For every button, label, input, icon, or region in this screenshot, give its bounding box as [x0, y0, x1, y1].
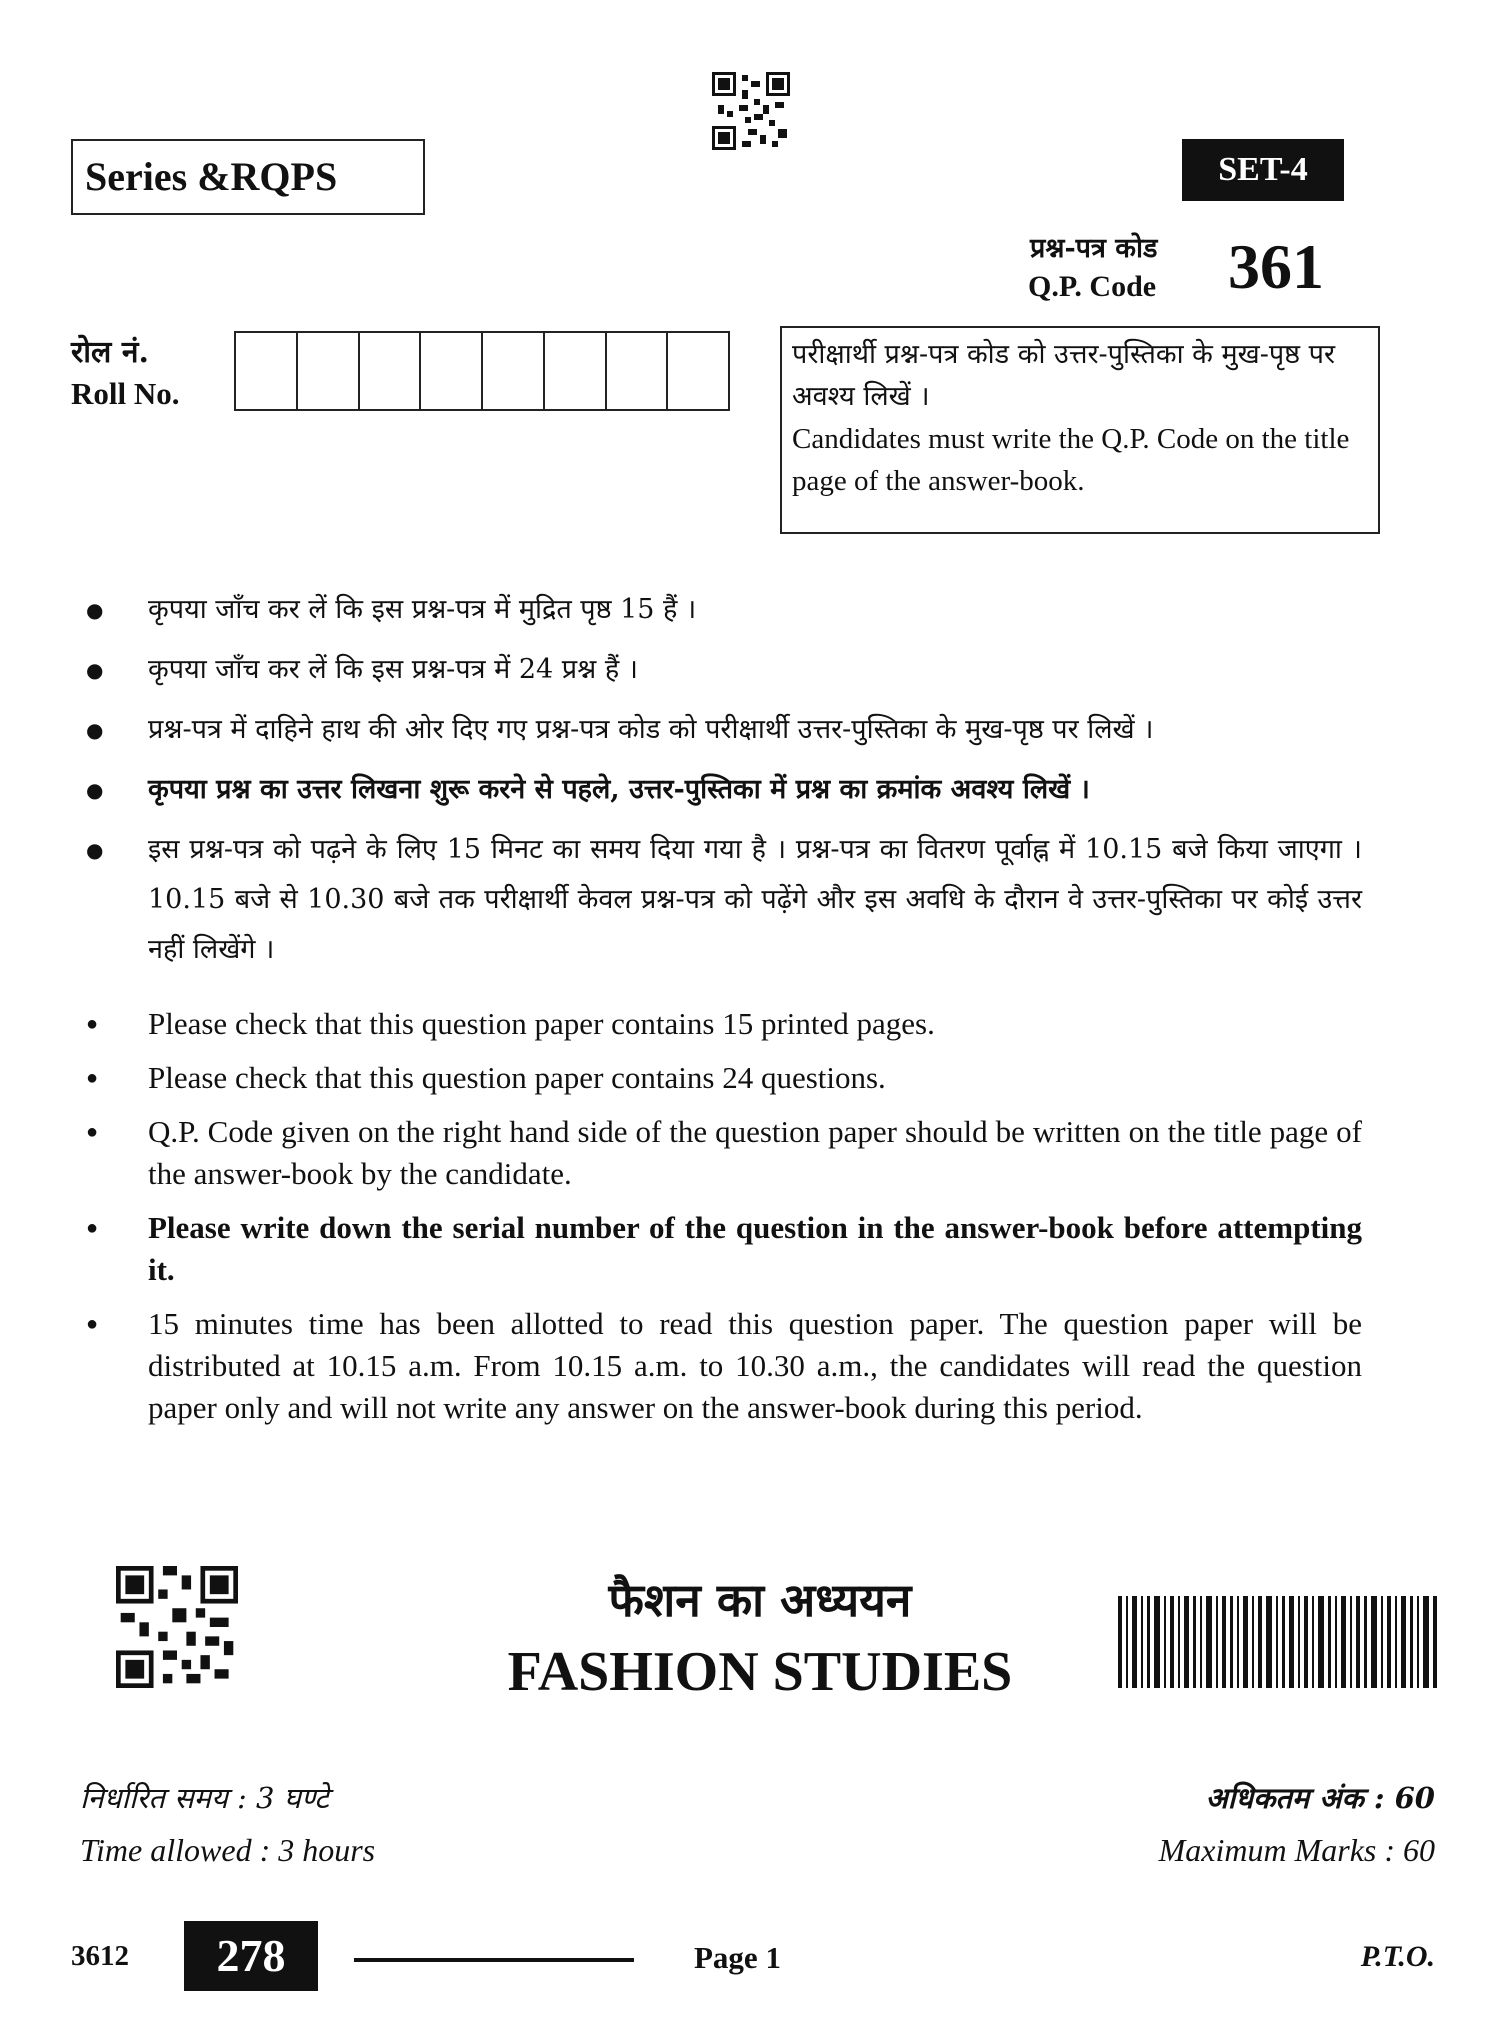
note-hindi: परीक्षार्थी प्रश्न-पत्र कोड को उत्तर-पुस्तिका के मुख-पृष्ठ पर अवश्य लिखें । — [792, 339, 1336, 412]
instructions-english — [82, 1003, 1362, 1441]
bottom-qr-code — [116, 1566, 238, 1688]
roll-no-cell[interactable] — [668, 333, 728, 409]
top-qr-code — [712, 72, 790, 150]
instruction-item: ● Please write down the serial number of the question in the answer-book before attempting it. — [82, 1207, 1362, 1291]
instruction-item: ● कृपया जाँच कर लें कि इस प्रश्न-पत्र में 24 प्रश्न हैं । — [82, 645, 1362, 695]
roll-no-label: Roll No. — [71, 376, 180, 411]
qp-code-label: Q.P. Code — [1028, 270, 1157, 303]
instruction-item: ● Please check that this question paper contains 24 questions. — [82, 1057, 1362, 1099]
qp-code-label-hindi: प्रश्न-पत्र कोड — [1030, 233, 1158, 264]
qp-code-number: 361 — [1228, 231, 1324, 302]
time-allowed: Time allowed : 3 hours — [80, 1832, 376, 1868]
instruction-item: ● कृपया प्रश्न का उत्तर लिखना शुरू करने से पहले, उत्तर-पुस्तिका में प्रश्न का क्रमांक अवश्य लिखें । — [82, 765, 1362, 815]
qp-code-note-box — [780, 326, 1380, 534]
roll-no-cell[interactable] — [236, 333, 298, 409]
page-number: Page 1 — [694, 1940, 781, 1975]
instruction-item: ● प्रश्न-पत्र में दाहिने हाथ की ओर दिए गए प्रश्न-पत्र कोड को परीक्षार्थी उत्तर-पुस्तिका के मुख-पृष्ठ पर लिखें । — [82, 705, 1362, 755]
footer-number-badge: 278 — [184, 1921, 318, 1991]
footer-divider — [354, 1958, 634, 1962]
instruction-item: ● Please check that this question paper contains 15 printed pages. — [82, 1003, 1362, 1045]
maximum-marks: Maximum Marks : 60 — [1158, 1832, 1435, 1868]
subject-title: FASHION STUDIES — [507, 1641, 1013, 1703]
roll-no-cell[interactable] — [545, 333, 607, 409]
roll-no-cell[interactable] — [421, 333, 483, 409]
instructions-hindi — [82, 585, 1362, 985]
time-allowed-hindi: निर्धारित समय : 3 घण्टे — [80, 1781, 329, 1815]
instruction-item: ● इस प्रश्न-पत्र को पढ़ने के लिए 15 मिनट का समय दिया गया है । प्रश्न-पत्र का वितरण पूर्वाह्न में 10.15 बजे किया जाएगा । 10.15 बजे से 10.30 बजे तक परीक्षार्थी केवल प्रश्न-पत्र को पढ़ेंगे और इस अवधि के दौरान वे उत्तर-पुस्तिका पर कोई उत्तर नहीं लिखेंगे । — [82, 825, 1362, 975]
note-english: Candidates must write the Q.P. Code on the title page of the answer-book. — [792, 423, 1350, 497]
roll-no-label-hindi: रोल नं. — [71, 335, 149, 370]
series-box: Series &RQPS — [71, 139, 425, 215]
roll-no-cell[interactable] — [360, 333, 422, 409]
roll-no-cell[interactable] — [298, 333, 360, 409]
set-badge: SET-4 — [1182, 139, 1344, 201]
barcode — [1118, 1596, 1438, 1688]
instruction-item: ● 15 minutes time has been allotted to read this question paper. The question paper will be distributed at 10.15 a.m. From 10.15 a.m. to 10.30 a.m., the candidates will read the question paper only and will not write any answer on the answer-book during this period. — [82, 1303, 1362, 1429]
instruction-item: ● कृपया जाँच कर लें कि इस प्रश्न-पत्र में मुद्रित पृष्ठ 15 हैं । — [82, 585, 1362, 635]
maximum-marks-hindi: अधिकतम अंक : 60 — [1205, 1781, 1435, 1815]
pto-label: P.T.O. — [1360, 1940, 1435, 1973]
roll-no-cell[interactable] — [607, 333, 669, 409]
footer-paper-code: 3612 — [71, 1940, 129, 1972]
subject-title-hindi: फैशन का अध्ययन — [608, 1573, 912, 1627]
roll-no-grid[interactable] — [234, 331, 730, 411]
instruction-item: ● Q.P. Code given on the right hand side of the question paper should be written on the title page of the answer-book by the candidate. — [82, 1111, 1362, 1195]
roll-no-cell[interactable] — [483, 333, 545, 409]
